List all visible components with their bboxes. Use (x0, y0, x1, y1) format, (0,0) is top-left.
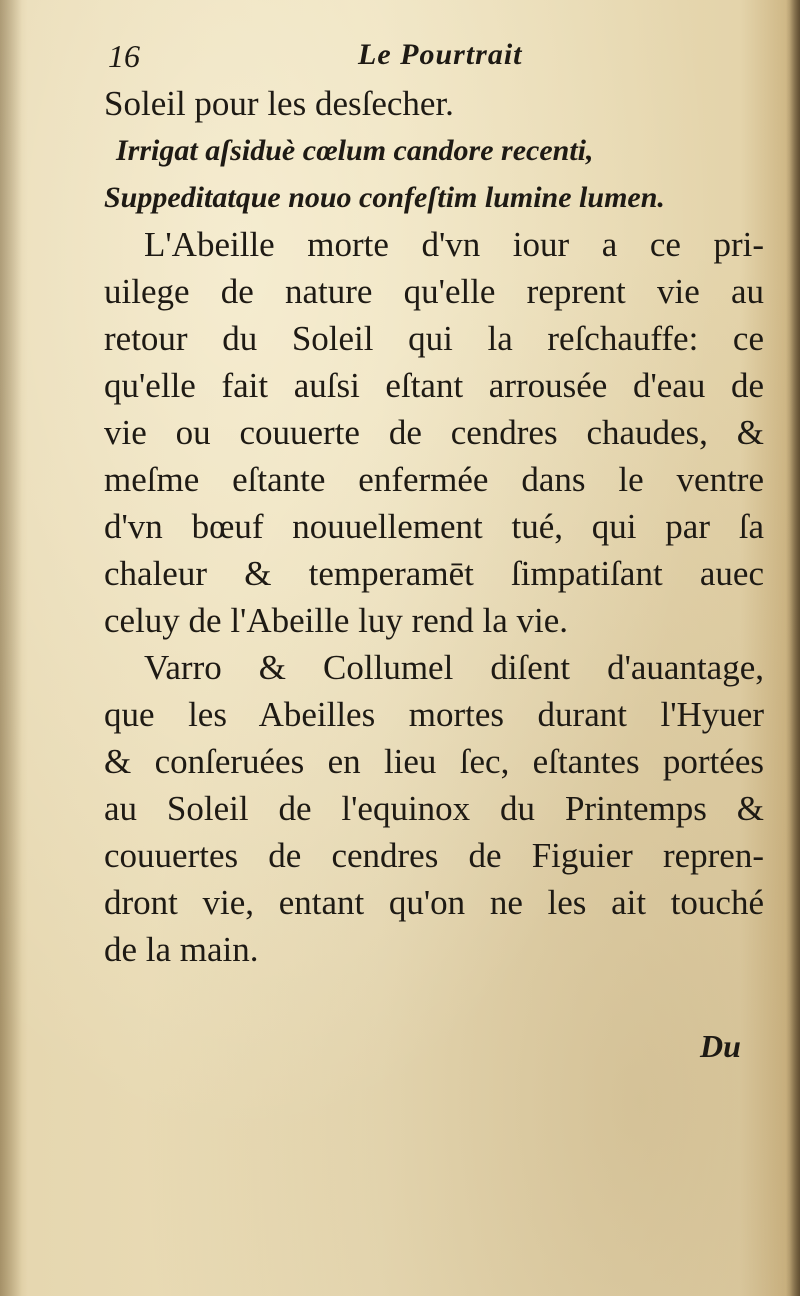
text-line: uilege de nature qu'elle reprent vie au (104, 272, 764, 311)
text-line: celuy de l'Abeille luy rend la vie. (104, 601, 569, 640)
text-line: meſme eſtante enfermée dans le ventre (104, 460, 764, 499)
verse-line: Suppeditatque nouo confeſtim lumine lumen. (104, 181, 665, 214)
text-line: de la main. (104, 930, 259, 969)
gutter-shadow (0, 0, 22, 1296)
text-line: vie ou couuerte de cendres chaudes, & (104, 413, 764, 452)
running-head (108, 38, 668, 78)
page-number: 16 (108, 38, 140, 74)
body-text (104, 80, 764, 973)
text-line: d'vn bœuf nouuellement tué, qui par ſa (104, 507, 764, 546)
text-line: Soleil pour les desſecher. (104, 84, 454, 123)
verse-line: Irrigat aſsiduè cœlum candore recenti, (116, 134, 594, 167)
page-edge-shadow (786, 0, 800, 1296)
text-line: dront vie, entant qu'on ne les ait touché (104, 883, 764, 922)
text-line: qu'elle fait auſsi eſtant arrousée d'eau de (104, 366, 764, 405)
text-line: que les Abeilles mortes durant l'Hyuer (104, 695, 764, 734)
catchword: Du (700, 1028, 741, 1064)
running-title: Le Pourtrait (358, 38, 523, 71)
text-line: & conſeruées en lieu ſec, eſtantes portées (104, 742, 764, 781)
text-line: Varro & Collumel diſent d'auantage, (144, 648, 764, 687)
text-line: L'Abeille morte d'vn iour a ce pri- (144, 225, 764, 264)
text-line: chaleur & temperamēt ſimpatiſant auec (104, 554, 764, 593)
text-line: couuertes de cendres de Figuier repren- (104, 836, 764, 875)
text-line: au Soleil de l'equinox du Printemps & (104, 789, 764, 828)
text-line: retour du Soleil qui la reſchauffe: ce (104, 319, 764, 358)
